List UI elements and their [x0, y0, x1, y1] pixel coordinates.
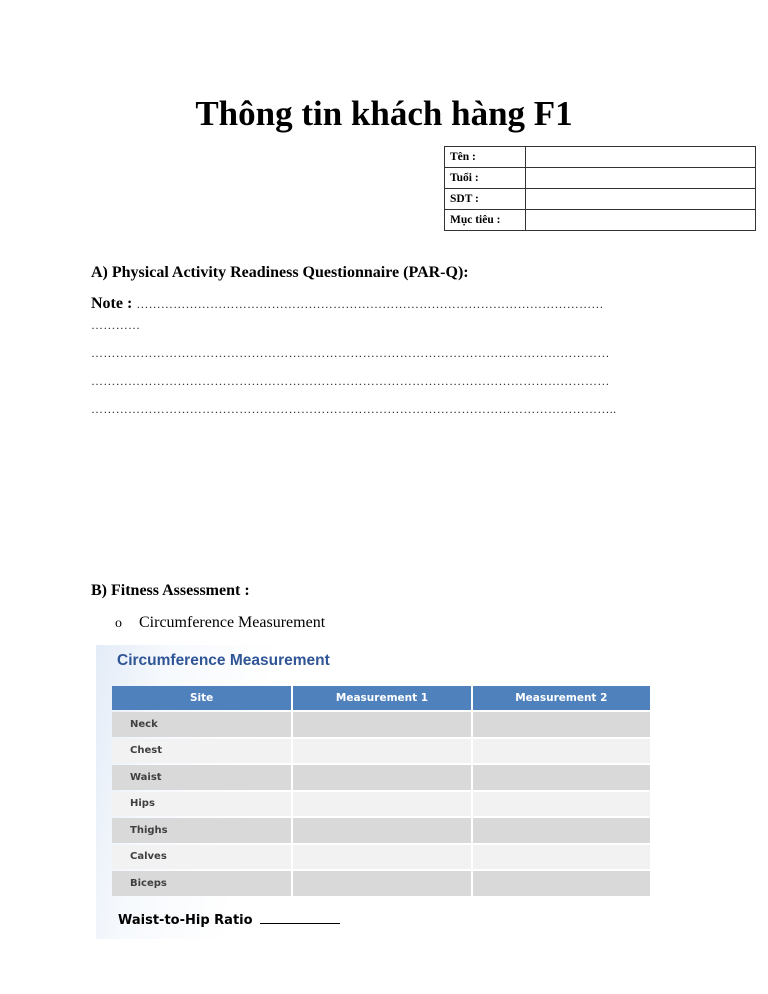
column-header-measurement-2: Measurement 2 [473, 686, 650, 710]
note-dots-continuation[interactable]: ………… [91, 318, 141, 332]
info-row-goal [445, 210, 756, 231]
info-value-age[interactable] [526, 168, 756, 189]
bullet-text: Circumference Measurement [139, 614, 326, 631]
site-cell: Chest [112, 739, 291, 764]
info-label: Tên : [445, 147, 526, 168]
table-row [112, 792, 650, 817]
info-row-age [445, 168, 756, 189]
site-cell: Thighs [112, 818, 291, 843]
table-row [112, 845, 650, 870]
site-cell: Hips [112, 792, 291, 817]
note-dot-line[interactable]: ……………………………………………………………………………………………………………… [91, 374, 610, 388]
measurement-2-cell[interactable] [473, 818, 650, 843]
section-b-heading: B) Fitness Assessment : [91, 582, 250, 599]
info-value-phone[interactable] [526, 189, 756, 210]
site-cell: Calves [112, 845, 291, 870]
bullet-item [115, 614, 325, 632]
hollow-bullet-icon: o [115, 616, 122, 631]
measurement-1-cell[interactable] [293, 765, 470, 790]
measurement-1-cell[interactable] [293, 818, 470, 843]
info-row-phone [445, 189, 756, 210]
measurement-1-cell[interactable] [293, 739, 470, 764]
info-label: Tuổi : [445, 168, 526, 189]
column-header-measurement-1: Measurement 1 [293, 686, 470, 710]
column-header-site: Site [112, 686, 291, 710]
site-cell: Waist [112, 765, 291, 790]
measurement-1-cell[interactable] [293, 871, 470, 896]
measurement-2-cell[interactable] [473, 871, 650, 896]
measurement-2-cell[interactable] [473, 765, 650, 790]
info-label: SDT : [445, 189, 526, 210]
measurement-2-cell[interactable] [473, 739, 650, 764]
info-row-name [445, 147, 756, 168]
info-value-name[interactable] [526, 147, 756, 168]
measurement-2-cell[interactable] [473, 845, 650, 870]
info-label: Mục tiêu : [445, 210, 526, 231]
measurement-1-cell[interactable] [293, 792, 470, 817]
table-row [112, 765, 650, 790]
section-a-heading: A) Physical Activity Readiness Questionnaire (PAR-Q): [91, 264, 469, 281]
table-row [112, 871, 650, 896]
site-cell: Neck [112, 712, 291, 737]
waist-to-hip-ratio [118, 911, 340, 928]
table-header [112, 686, 650, 710]
measurement-2-cell[interactable] [473, 712, 650, 737]
note-block [91, 295, 691, 313]
table-row [112, 712, 650, 737]
note-dot-line[interactable]: ……………………………………………………………………………………………………………… [91, 346, 610, 360]
measurement-1-cell[interactable] [293, 712, 470, 737]
site-cell: Biceps [112, 871, 291, 896]
client-info-table [444, 146, 756, 231]
page-title: Thông tin khách hàng F1 [195, 94, 573, 133]
circumference-table [110, 684, 652, 898]
note-dot-line[interactable]: ……………………………………………………………………………………………………………….. [91, 402, 617, 416]
ratio-label: Waist-to-Hip Ratio [118, 913, 253, 928]
figure-title: Circumference Measurement [117, 652, 330, 669]
table-row [112, 818, 650, 843]
circumference-figure [96, 645, 656, 939]
ratio-blank-field[interactable] [260, 911, 340, 924]
measurement-1-cell[interactable] [293, 845, 470, 870]
table-row [112, 739, 650, 764]
measurement-2-cell[interactable] [473, 792, 650, 817]
note-label: Note : [91, 295, 133, 312]
info-value-goal[interactable] [526, 210, 756, 231]
note-dots[interactable]: …………………………………………………………………………………………………… [136, 297, 604, 311]
